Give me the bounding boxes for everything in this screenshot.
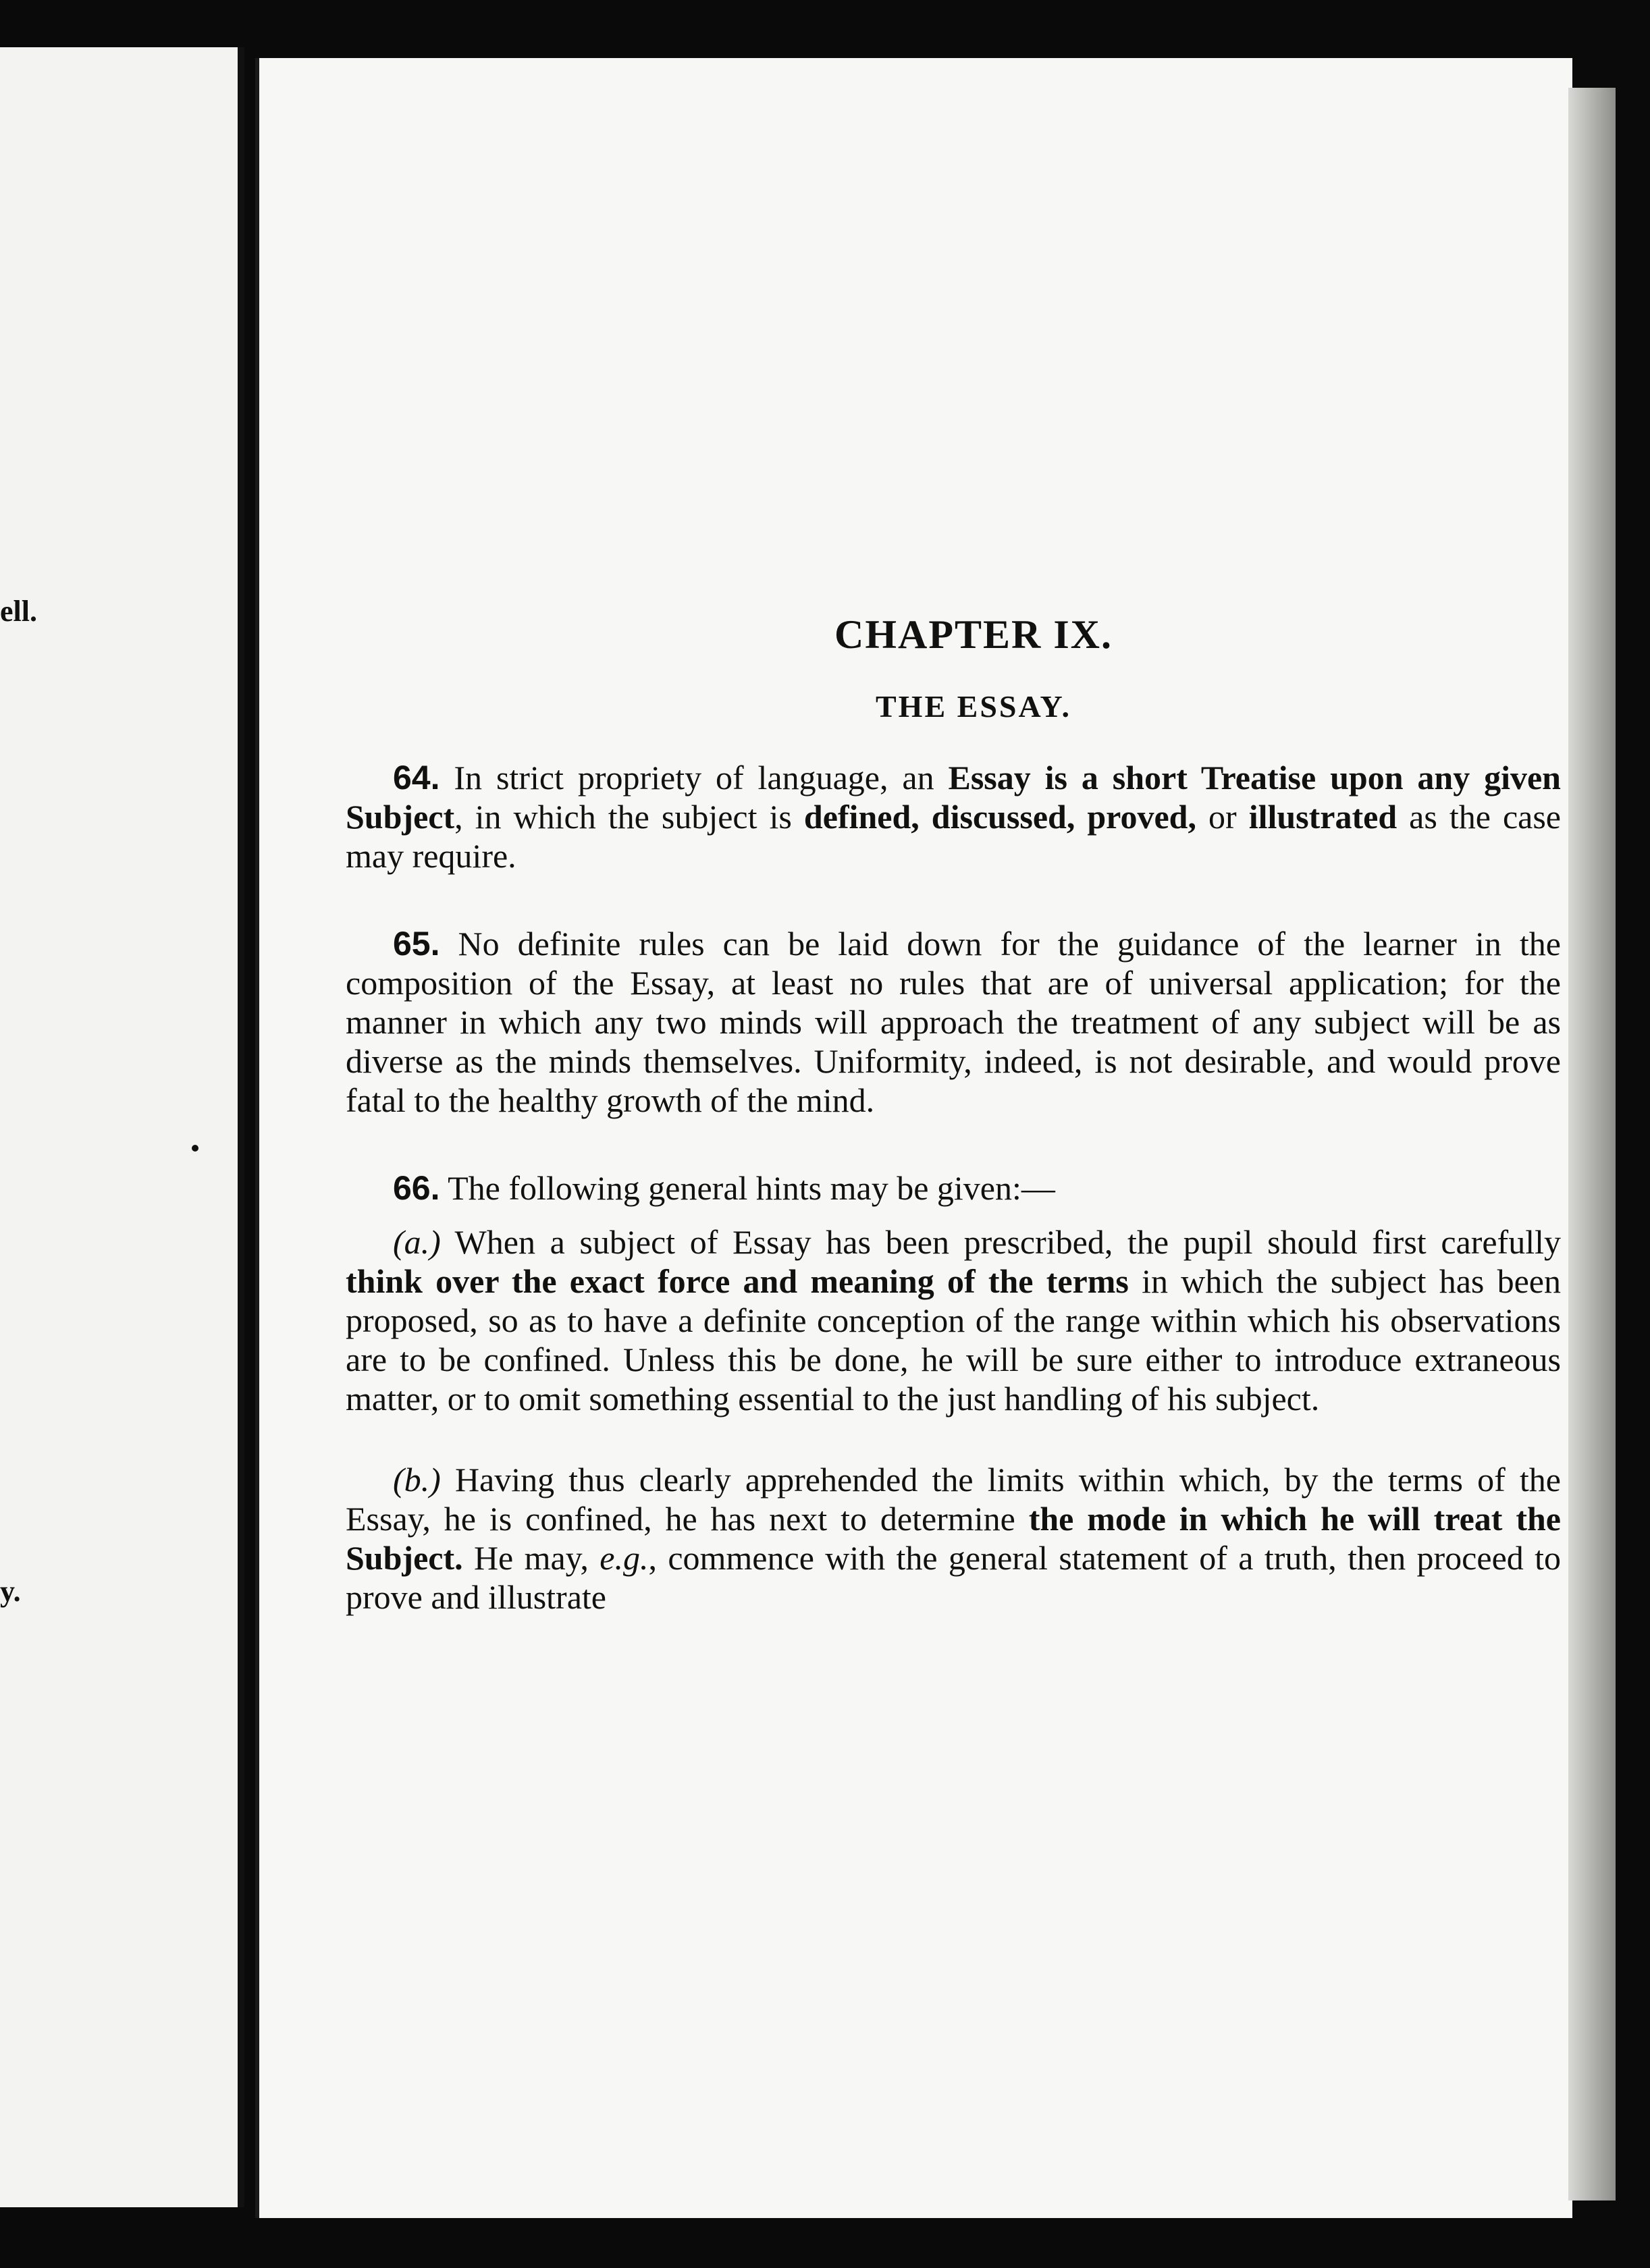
left-page-fragment-1: ell. [0,595,37,628]
paragraph-text: In strict propriety of language, an [440,759,949,796]
paragraph-number: 64. [393,759,440,796]
bold-phrase: the mode in which he will treat the Subject. [346,1500,1561,1577]
book-page [255,58,1572,2218]
section-title: THE ESSAY. [876,689,1071,724]
left-page-fragment-2: y. [0,1575,21,1608]
paragraph-65 [346,924,1561,1120]
paragraph-text: or [1208,798,1249,836]
paragraph-text: No definite rules can be laid down for the guidance of the learner in the composition of the Essay, at least no rules that are of universal application; for the manner in which any two minds will approach the treatment of any subject will be as diverse as the minds themselves. Uniformity, indeed, is not desirable, and would prove fatal to the healthy growth of the mind. [346,925,1561,1119]
item-label: (b.) [393,1461,441,1498]
paragraph-text: Having thus clearly apprehended the limits within which, by the terms of the Essay, he is confined, he has next to determine [346,1461,1561,1538]
bold-phrase: think over the exact force and meaning of the terms [346,1262,1129,1300]
paragraph-text: When a subject of Essay has been prescribed, the pupil should first carefully [440,1223,1561,1261]
left-facing-page [0,47,244,2207]
paragraph-text: He may, [462,1539,600,1577]
italic-abbreviation: e.g. [600,1539,649,1577]
item-label: (a.) [393,1223,441,1261]
ink-speck [192,1145,198,1152]
paragraph-number: 65. [393,925,440,963]
paragraph-66b [346,1460,1561,1617]
paragraph-text: in which the subject has been proposed, so as to have a definite conception of the range within which his observations are to be confined. Unless this be done, he will be sure either to introduce extraneous matter, or to omit something essential to the just handling of his subject. [346,1262,1561,1418]
paragraph-64 [346,758,1561,875]
chapter-title: CHAPTER IX. [834,612,1113,657]
page-edge-shadow [1568,88,1616,2200]
paragraph-text: The following general hints may be given:— [440,1169,1055,1207]
paragraph-number: 66. [393,1169,440,1207]
paragraph-text: as the case may require. [346,798,1561,875]
paragraph-text: , in which the subject is [454,798,804,836]
page-content [346,612,1561,1617]
paragraph-text: , commence with the general statement of a truth, then proceed to prove and illustrate [346,1539,1561,1616]
paragraph-66a [346,1222,1561,1418]
bold-phrase: Essay is a short Treatise upon any given Subject [346,759,1561,836]
paragraph-66 [346,1168,1561,1208]
bold-phrase: illustrated [1248,798,1398,836]
left-page-bleed-through [123,47,238,2207]
bold-phrase: defined, discussed, proved, [803,798,1209,836]
